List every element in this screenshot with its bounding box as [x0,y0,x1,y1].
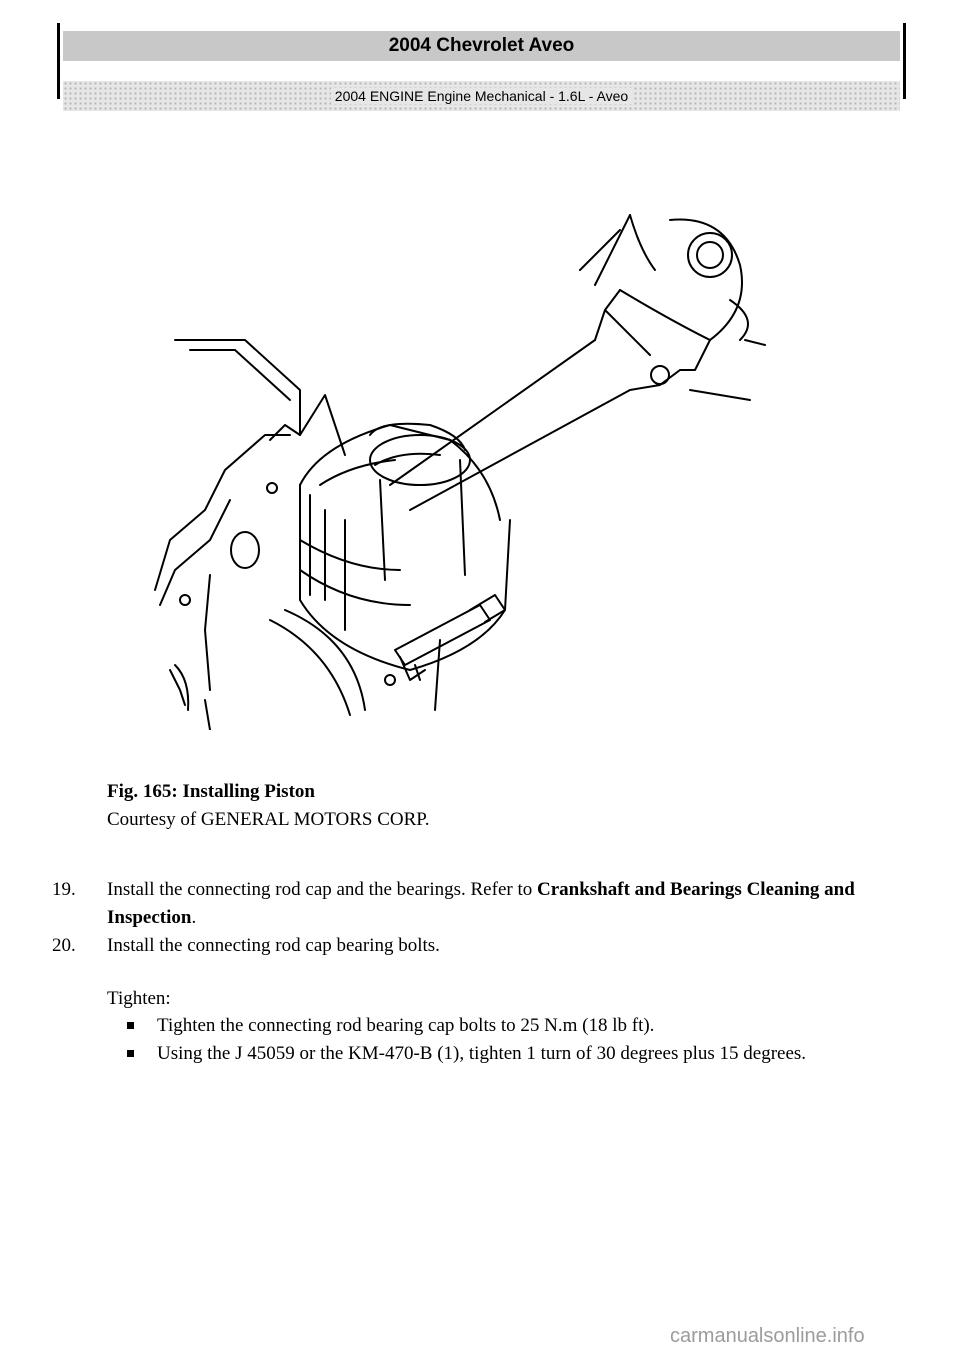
piston-installation-illustration [150,210,770,730]
header-subtitle-text: 2004 ENGINE Engine Mechanical - 1.6L - Aveo [331,88,632,104]
step-number: 20. [52,935,76,956]
step-text-end: . [191,907,197,928]
tighten-label: Tighten: [107,988,171,1009]
step-number: 19. [52,879,76,900]
bullet-icon [127,1050,134,1057]
step-20 [52,932,882,962]
step-text [107,876,877,932]
figure-caption [107,778,430,834]
step-text-body: Install the connecting rod cap and the bearings. Refer to [107,879,537,900]
tighten-item-text: Using the J 45059 or the KM-470-B (1), tighten 1 turn of 30 degrees plus 15 degrees. [157,1043,807,1064]
page-header [57,23,906,104]
step-19 [52,876,882,936]
figure-caption-credit: Courtesy of GENERAL MOTORS CORP. [107,809,430,830]
bullet-icon [127,1022,134,1029]
watermark: carmanualsonline.info [670,1325,865,1347]
figure-caption-title: Fig. 165: Installing Piston [107,781,315,802]
step-text: Install the connecting rod cap bearing bolts. [107,935,440,956]
tighten-item-text: Tighten the connecting rod bearing cap bolts to 25 N.m (18 lb ft). [157,1015,655,1036]
header-title: 2004 Chevrolet Aveo [63,31,900,61]
header-subtitle [63,81,900,111]
crankshaft-bearings-reference-link[interactable]: Crankshaft and Bearings Cleaning and Inspection [107,879,855,928]
